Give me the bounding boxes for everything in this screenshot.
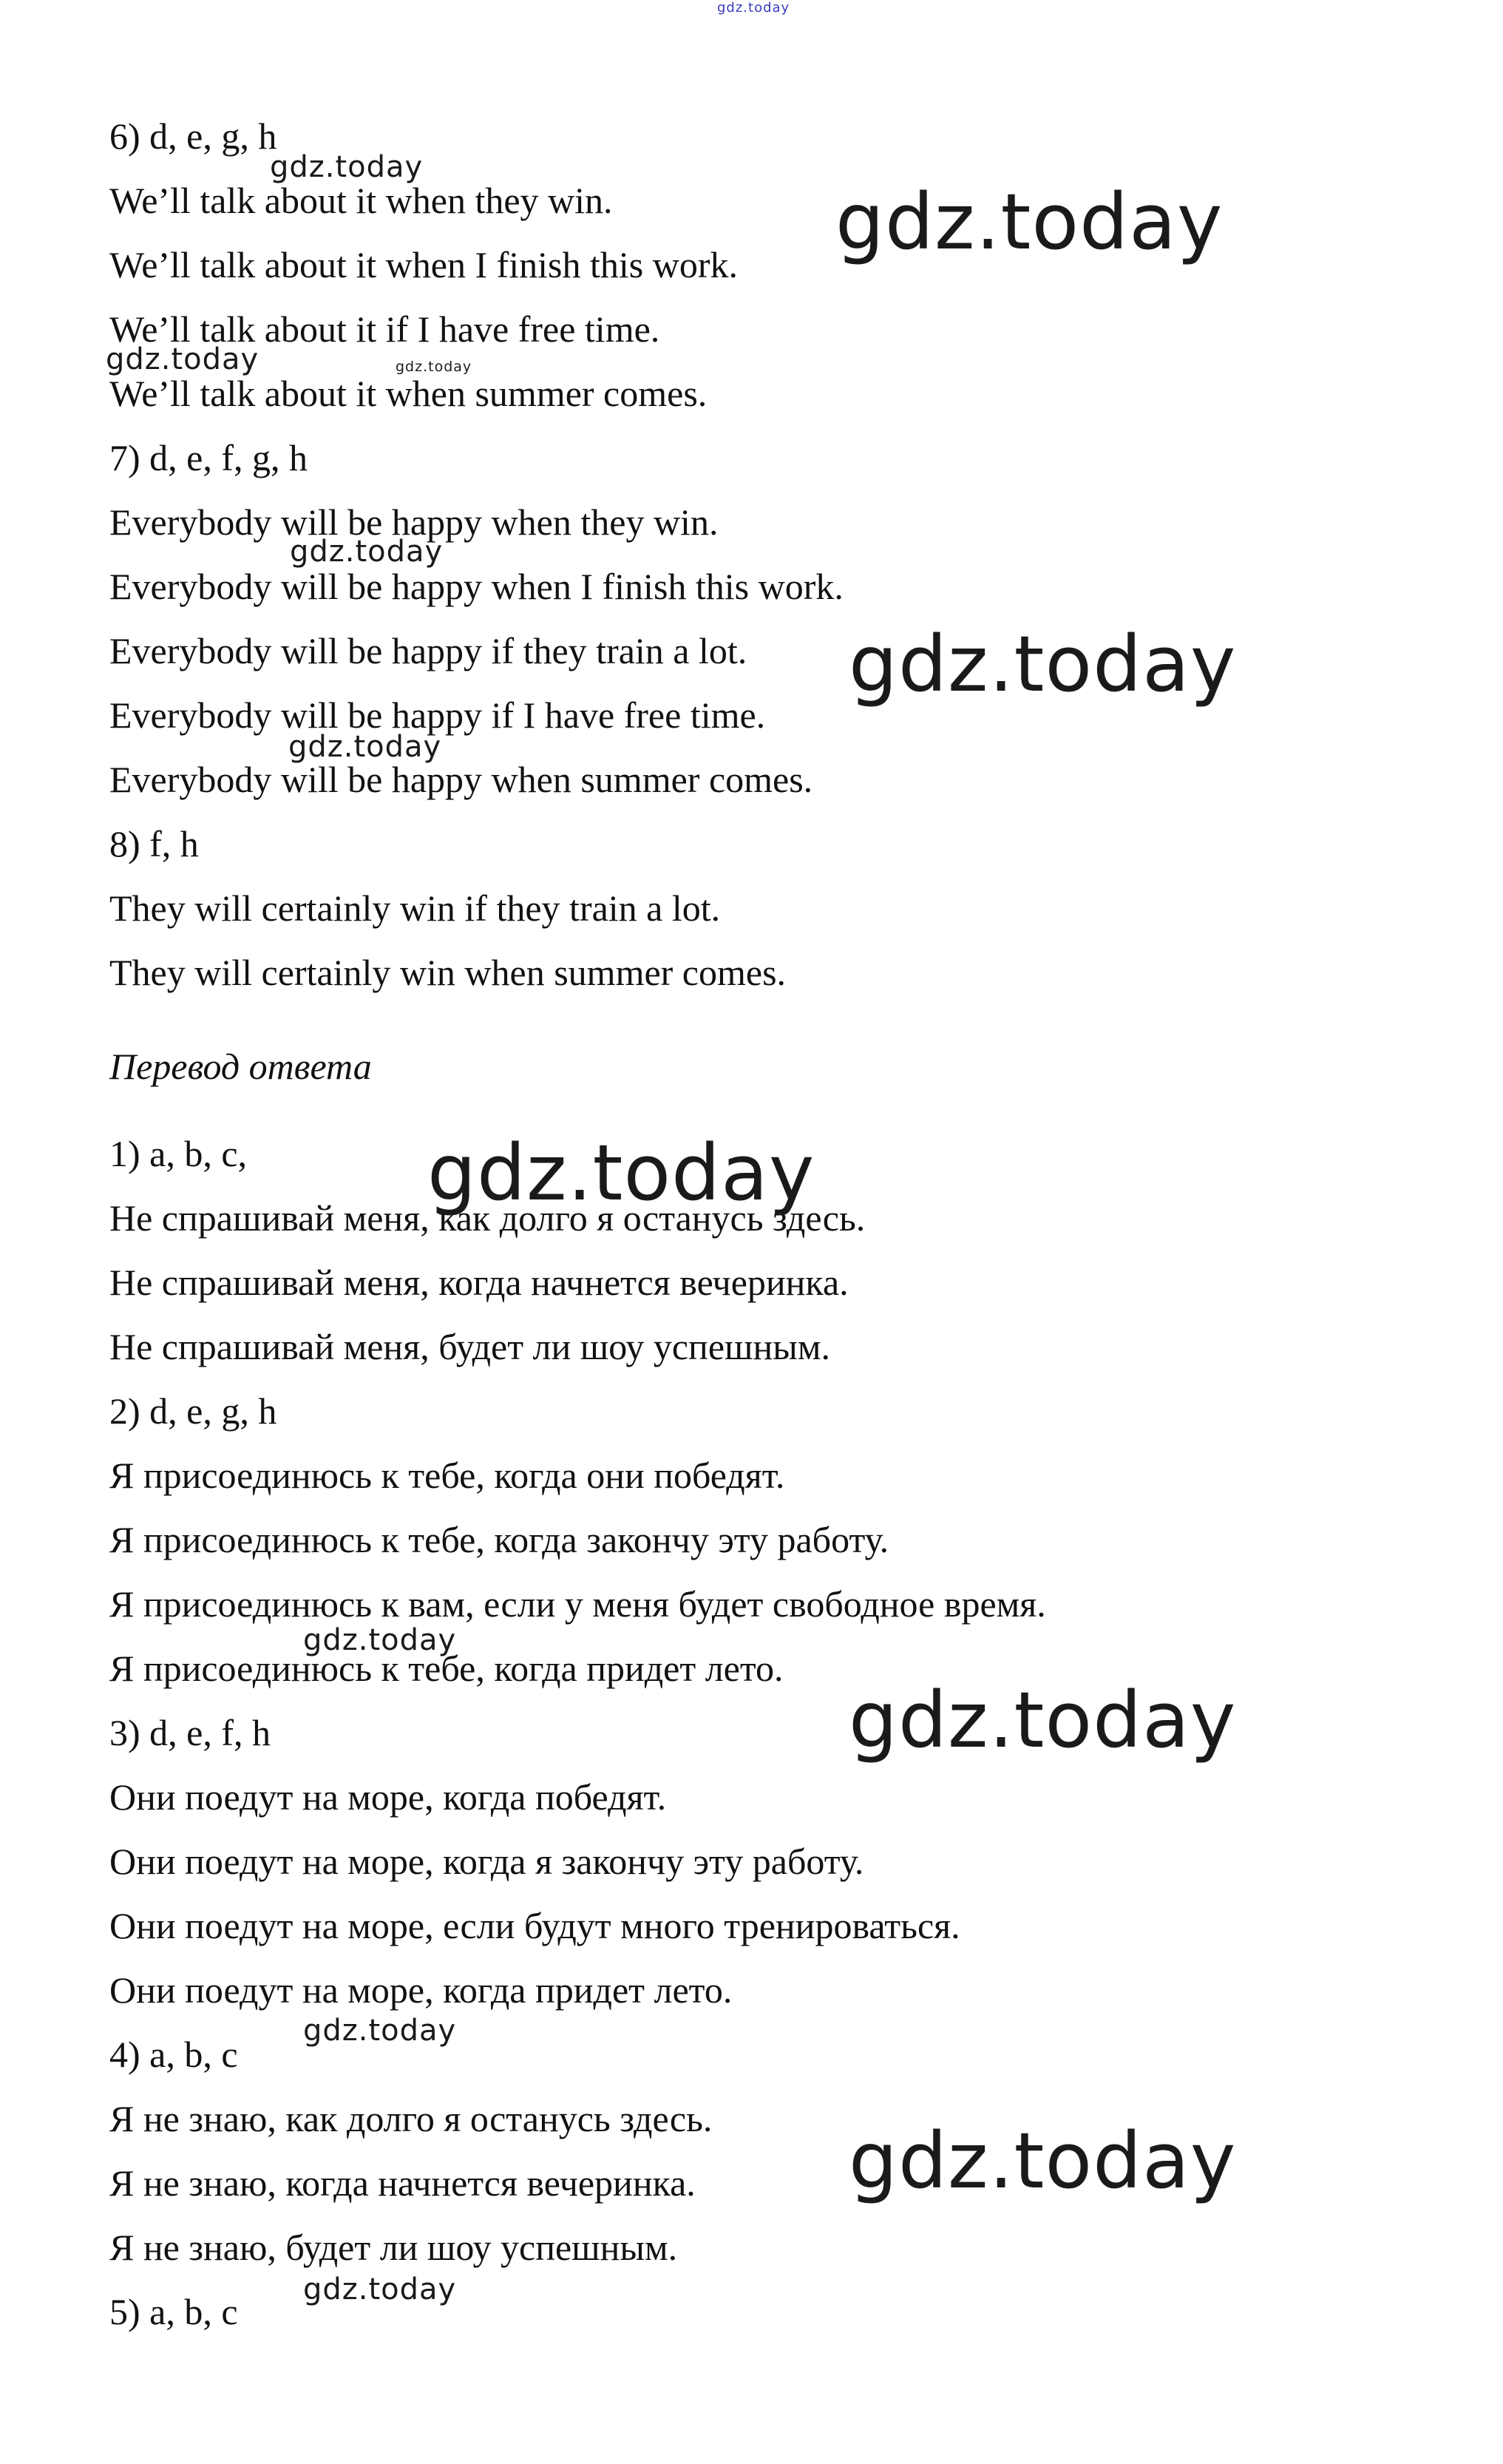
answer-line: We’ll talk about it when they win.: [109, 180, 613, 221]
answer-heading: 7) d, e, f, g, h: [109, 437, 308, 478]
answer-line: Не спрашивай меня, когда начнется вечеринка.: [109, 1262, 849, 1303]
watermark: gdz.today: [290, 535, 444, 569]
answer-heading: 4) a, b, c: [109, 2034, 238, 2075]
watermark: gdz.today: [303, 2014, 457, 2048]
watermark: gdz.today: [396, 359, 472, 375]
answer-line: Я не знаю, когда начнется вечеринка.: [109, 2162, 696, 2204]
answer-line: Я не знаю, как долго я останусь здесь.: [109, 2098, 713, 2139]
answer-line: Я присоединюсь к тебе, когда закончу эту работу.: [109, 1519, 889, 1560]
answer-line: Everybody will be happy if they train a lot.: [109, 630, 747, 671]
watermark: gdz.today: [849, 1675, 1237, 1765]
answer-line: Они поедут на море, когда придет лето.: [109, 1969, 733, 2011]
answer-line: Everybody will be happy when summer comes.: [109, 759, 813, 800]
answer-line: Я присоединюсь к тебе, когда придет лето.: [109, 1648, 784, 1689]
answer-line: We’ll talk about it when I finish this work.: [109, 244, 738, 285]
answer-line: Я не знаю, будет ли шоу успешным.: [109, 2227, 678, 2268]
watermark: gdz.today: [835, 177, 1224, 267]
answer-heading: 8) f, h: [109, 823, 199, 864]
watermark: gdz.today: [849, 619, 1237, 709]
watermark: gdz.today: [288, 730, 442, 764]
translation-title: Перевод ответа: [109, 1046, 372, 1087]
watermark: gdz.today: [303, 1623, 457, 1657]
answer-line: Они поедут на море, когда победят.: [109, 1776, 667, 1818]
answer-heading: 5) a, b, c: [109, 2291, 238, 2332]
watermark: gdz.today: [106, 342, 259, 376]
answer-line: Не спрашивай меня, будет ли шоу успешным.: [109, 1326, 830, 1367]
answer-line: Everybody will be happy when they win.: [109, 501, 719, 543]
answer-heading: 2) d, e, g, h: [109, 1390, 277, 1432]
answer-line: Я присоединюсь к тебе, когда они победят.: [109, 1455, 785, 1496]
answer-line: They will certainly win when summer comes.: [109, 952, 787, 993]
answer-line: We’ll talk about it if I have free time.: [109, 308, 660, 350]
watermark: gdz.today: [303, 2272, 457, 2306]
watermark: gdz.today: [270, 150, 424, 184]
watermark: gdz.today: [427, 1128, 815, 1218]
answer-line: Everybody will be happy if I have free time.: [109, 694, 766, 736]
header-watermark: gdz.today: [717, 0, 790, 16]
answer-line: They will certainly win if they train a lot.: [109, 887, 721, 929]
watermark: gdz.today: [849, 2116, 1237, 2206]
answer-line: Everybody will be happy when I finish this work.: [109, 566, 844, 607]
answer-heading: 6) d, e, g, h: [109, 115, 277, 157]
answer-line: Я присоединюсь к вам, если у меня будет свободное время.: [109, 1583, 1046, 1625]
answer-line: Они поедут на море, если будут много тренироваться.: [109, 1905, 960, 1946]
answer-heading: 1) a, b, c,: [109, 1133, 248, 1174]
answer-heading: 3) d, e, f, h: [109, 1712, 271, 1753]
answer-line: Они поедут на море, когда я закончу эту работу.: [109, 1841, 864, 1882]
answer-line: We’ll talk about it when summer comes.: [109, 373, 708, 414]
answer-line: Не спрашивай меня, как долго я останусь здесь.: [109, 1197, 866, 1239]
